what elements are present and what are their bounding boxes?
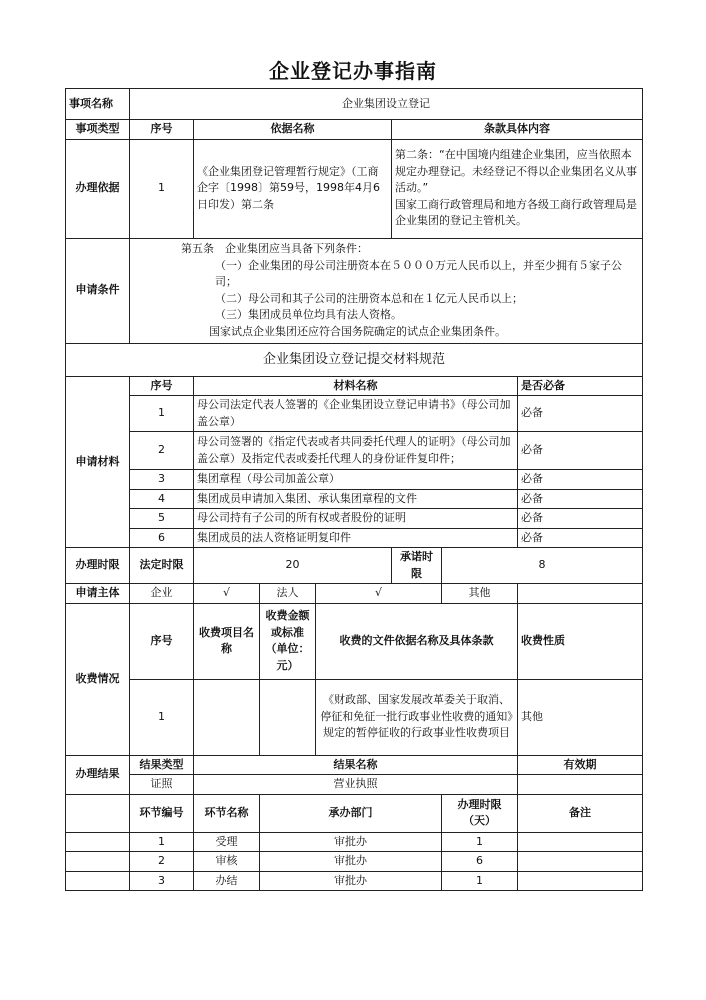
condition-line: 第五条 企业集团应当具备下列条件： [181,242,368,255]
item-name-label: 事项名称 [66,89,130,120]
guide-table [65,88,643,891]
legal-limit-value: 20 [194,548,392,584]
fee-amount [260,679,316,755]
materials-label: 申请材料 [66,376,130,548]
result-type: 证照 [130,775,194,795]
step-days: 6 [442,852,518,872]
step-days: 1 [442,871,518,891]
material-required: 必备 [518,509,643,529]
condition-line: （三）集团成员单位均具有法人资格。 [215,308,402,321]
fees-no-header: 序号 [130,603,194,679]
material-required: 必备 [518,396,643,432]
steps-spacer [66,794,130,832]
subject-legal-check: √ [316,584,442,604]
material-name: 母公司法定代表人签署的《企业集团设立登记申请书》（母公司加盖公章） [194,396,518,432]
subject-label: 申请主体 [66,584,130,604]
legal-limit-label: 法定时限 [130,548,194,584]
steps-name-header: 环节名称 [194,794,260,832]
step-note [518,871,643,891]
time-limit-label: 办理时限 [66,548,130,584]
fee-no: 1 [130,679,194,755]
materials-name-header: 材料名称 [194,376,518,396]
conditions-label: 申请条件 [66,238,130,343]
condition-line: （二）母公司和其子公司的注册资本总和在１亿元人民币以上； [215,291,523,305]
step-no: 2 [130,852,194,872]
fee-nature: 其他 [518,679,643,755]
steps-spacer [66,852,130,872]
subject-enterprise: 企业 [130,584,194,604]
material-name: 母公司签署的《指定代表或者共同委托代理人的证明》（母公司加盖公章）及指定代表或委托代理人的身份证件复印件； [194,432,518,470]
fees-item-header: 收费项目名称 [194,603,260,679]
steps-spacer [66,871,130,891]
fees-label: 收费情况 [66,603,130,755]
steps-days-header: 办理时限（天） [442,794,518,832]
material-name: 集团成员的法人资格证明复印件 [194,528,518,548]
basis-row-no: 1 [130,139,194,238]
result-valid [518,775,643,795]
steps-spacer [66,832,130,852]
basis-type-header: 事项类型 [66,120,130,140]
material-no: 3 [130,470,194,490]
basis-row-content: 第二条：“在中国境内组建企业集团，应当依照本规定办理登记。未经登记不得以企业集团名义从事活动。” 国家工商行政管理局和地方各级工商行政管理局是企业集团的登记主管机关。 [392,139,643,238]
step-no: 3 [130,871,194,891]
steps-dept-header: 承办部门 [260,794,442,832]
step-note [518,852,643,872]
steps-no-header: 环节编号 [130,794,194,832]
fees-nature-header: 收费性质 [518,603,643,679]
item-name-value: 企业集团设立登记 [130,89,643,120]
steps-note-header: 备注 [518,794,643,832]
material-name: 集团章程（母公司加盖公章） [194,470,518,490]
material-name: 集团成员申请加入集团、承认集团章程的文件 [194,489,518,509]
step-dept: 审批办 [260,852,442,872]
result-name: 营业执照 [194,775,518,795]
step-name: 审核 [194,852,260,872]
basis-row-label: 办理依据 [66,139,130,238]
fees-amount-header: 收费金额或标准（单位：元） [260,603,316,679]
basis-content-header: 条款具体内容 [392,120,643,140]
step-name: 受理 [194,832,260,852]
subject-legal: 法人 [260,584,316,604]
basis-no-header: 序号 [130,120,194,140]
result-name-header: 结果名称 [194,755,518,775]
condition-line: （一）企业集团的母公司注册资本在５０００万元人民币以上，并至少拥有５家子公司； [215,258,622,288]
step-note [518,832,643,852]
step-no: 1 [130,832,194,852]
material-required: 必备 [518,470,643,490]
condition-line: 国家试点企业集团还应符合国务院确定的试点企业集团条件。 [209,324,506,338]
material-required: 必备 [518,432,643,470]
step-dept: 审批办 [260,832,442,852]
subject-enterprise-check: √ [194,584,260,604]
fees-basis-header: 收费的文件依据名称及具体条款 [316,603,518,679]
fee-item [194,679,260,755]
material-no: 5 [130,509,194,529]
material-required: 必备 [518,489,643,509]
fee-basis: 《财政部、国家发展改革委关于取消、停征和免征一批行政事业性收费的通知》规定的暂停征收的行政事业性收费项目 [316,679,518,755]
materials-section-title: 企业集团设立登记提交材料规范 [66,343,643,376]
material-no: 1 [130,396,194,432]
result-type-header: 结果类型 [130,755,194,775]
step-name: 办结 [194,871,260,891]
subject-other: 其他 [442,584,518,604]
step-days: 1 [442,832,518,852]
promise-limit-label: 承诺时限 [392,548,442,584]
basis-name-header: 依据名称 [194,120,392,140]
subject-other-check [518,584,643,604]
result-valid-header: 有效期 [518,755,643,775]
result-label: 办理结果 [66,755,130,794]
material-no: 4 [130,489,194,509]
material-no: 2 [130,432,194,470]
page-title: 企业登记办事指南 [269,59,437,83]
materials-no-header: 序号 [130,376,194,396]
material-required: 必备 [518,528,643,548]
material-name: 母公司持有子公司的所有权或者股份的证明 [194,509,518,529]
materials-required-header: 是否必备 [518,376,643,396]
material-no: 6 [130,528,194,548]
basis-row-name: 《企业集团登记管理暂行规定》（工商企字〔1998〕第59号，1998年4月6日印发）第二条 [194,139,392,238]
promise-limit-value: 8 [442,548,643,584]
step-dept: 审批办 [260,871,442,891]
conditions-text [130,238,643,343]
